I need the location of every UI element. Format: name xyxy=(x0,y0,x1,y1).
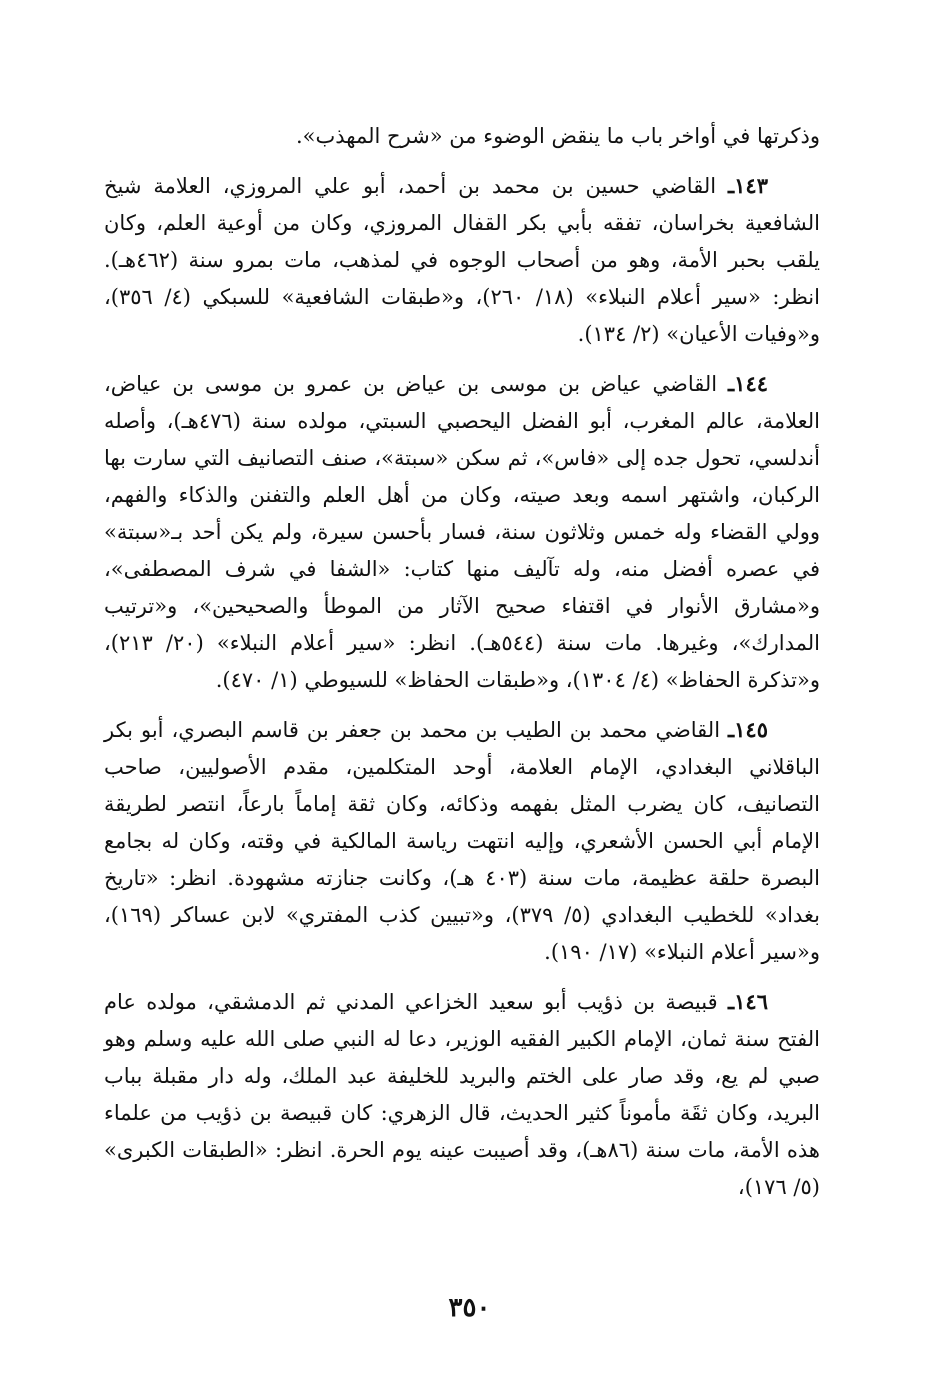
entry-text: قبيصة بن ذؤيب أبو سعيد الخزاعي المدني ثم الدمشقي، مولده عام الفتح سنة ثمان، الإمام الكبير الفقيه الوزير، دعا له النبي صلى الله عليه وسلم وهو صبي لم يع، وقد صار على الختم والبريد للخليفة عبد الملك، وله دار مقبلة بباب البريد، وكان ثقَة مأموناً كثير الحديث، قال الزهري: كان قبيصة بن ذؤيب من علماء هذه الأمة، مات سنة (٨٦هـ)، وقد أصيبت عينه يوم الحرة. انظر: «الطبقات الكبرى» (٥/ ١٧٦)، xyxy=(104,990,820,1199)
entry-143 xyxy=(104,167,820,353)
entry-145 xyxy=(104,711,820,971)
entry-text: القاضي حسين بن محمد بن أحمد، أبو علي المروزي، العلامة شيخ الشافعية بخراسان، تفقه بأبي بكر القفال المروزي، وكان من أوعية العلم، وكان يلقب بحبر الأمة، وهو من أصحاب الوجوه في لمذهب، مات بمرو سنة (٤٦٢هـ). انظر: «سير أعلام النبلاء» (١٨/ ٢٦٠)، و«طبقات الشافعية» للسبكي (٤/ ٣٥٦)، و«وفيات الأعيان» (٢/ ١٣٤). xyxy=(104,174,820,346)
entry-number: ١٤٤ـ xyxy=(728,371,769,396)
entry-number: ١٤٦ـ xyxy=(728,989,768,1014)
page-number: ٣٥٠ xyxy=(448,1293,491,1323)
page-body xyxy=(104,118,820,1218)
entry-146 xyxy=(104,983,820,1206)
entry-text: القاضي عياض بن موسى بن عياض بن عمرو بن موسى بن عياض، العلامة، عالم المغرب، أبو الفضل اليحصبي السبتي، مولده سنة (٤٧٦هـ)، وأصله أندلسي، تحول جده إلى «فاس»، ثم سكن «سبتة»، صنف التصانيف التي سارت بها الركبان، واشتهر اسمه وبعد صيته، وكان من أهل العلم والتفنن والذكاء والفهم، وولي القضاء وله خمس وثلاثون سنة، فسار بأحسن سيرة، ولم يكن أحد بـ«سبتة» في عصره أفضل منه، وله تآليف منها كتاب: «الشفا في شرف المصطفى»، و«مشارق الأنوار في اقتفاء صحيح الآثار من الموطأ والصحيحين»، و«ترتيب المدارك»، وغيرها. مات سنة (٥٤٤هـ). انظر: «سير أعلام النبلاء» (٢٠/ ٢١٣)، و«تذكرة الحفاظ» (٤/ ١٣٠٤)، و«طبقات الحفاظ» للسيوطي (١/ ٤٧٠). xyxy=(104,372,821,692)
entry-144 xyxy=(104,365,820,699)
entry-number: ١٤٥ـ xyxy=(728,717,768,742)
intro-paragraph: وذكرتها في أواخر باب ما ينقض الوضوء من «شرح المهذب». xyxy=(295,124,820,148)
entry-number: ١٤٣ـ xyxy=(727,173,768,198)
entry-text: القاضي محمد بن الطيب بن محمد بن جعفر بن قاسم البصري، أبو بكر الباقلاني البغدادي، الإمام العلامة، أوحد المتكلمين، مقدم الأصوليين، صاحب التصانيف، كان يضرب المثل بفهمه وذكائه، وكان ثقة إماماً بارعاً، انتصر لطريقة الإمام أبي الحسن الأشعري، وإليه انتهت رياسة المالكية في وقته، وكان له بجامع البصرة حلقة عظيمة، مات سنة (٤٠٣ هـ)، وكانت جنازته مشهودة. انظر: «تاريخ بغداد» للخطيب البغدادي (٥/ ٣٧٩)، و«تبيين كذب المفتري» لابن عساكر (١٦٩)، و«سير أعلام النبلاء» (١٧/ ١٩٠). xyxy=(104,718,820,964)
